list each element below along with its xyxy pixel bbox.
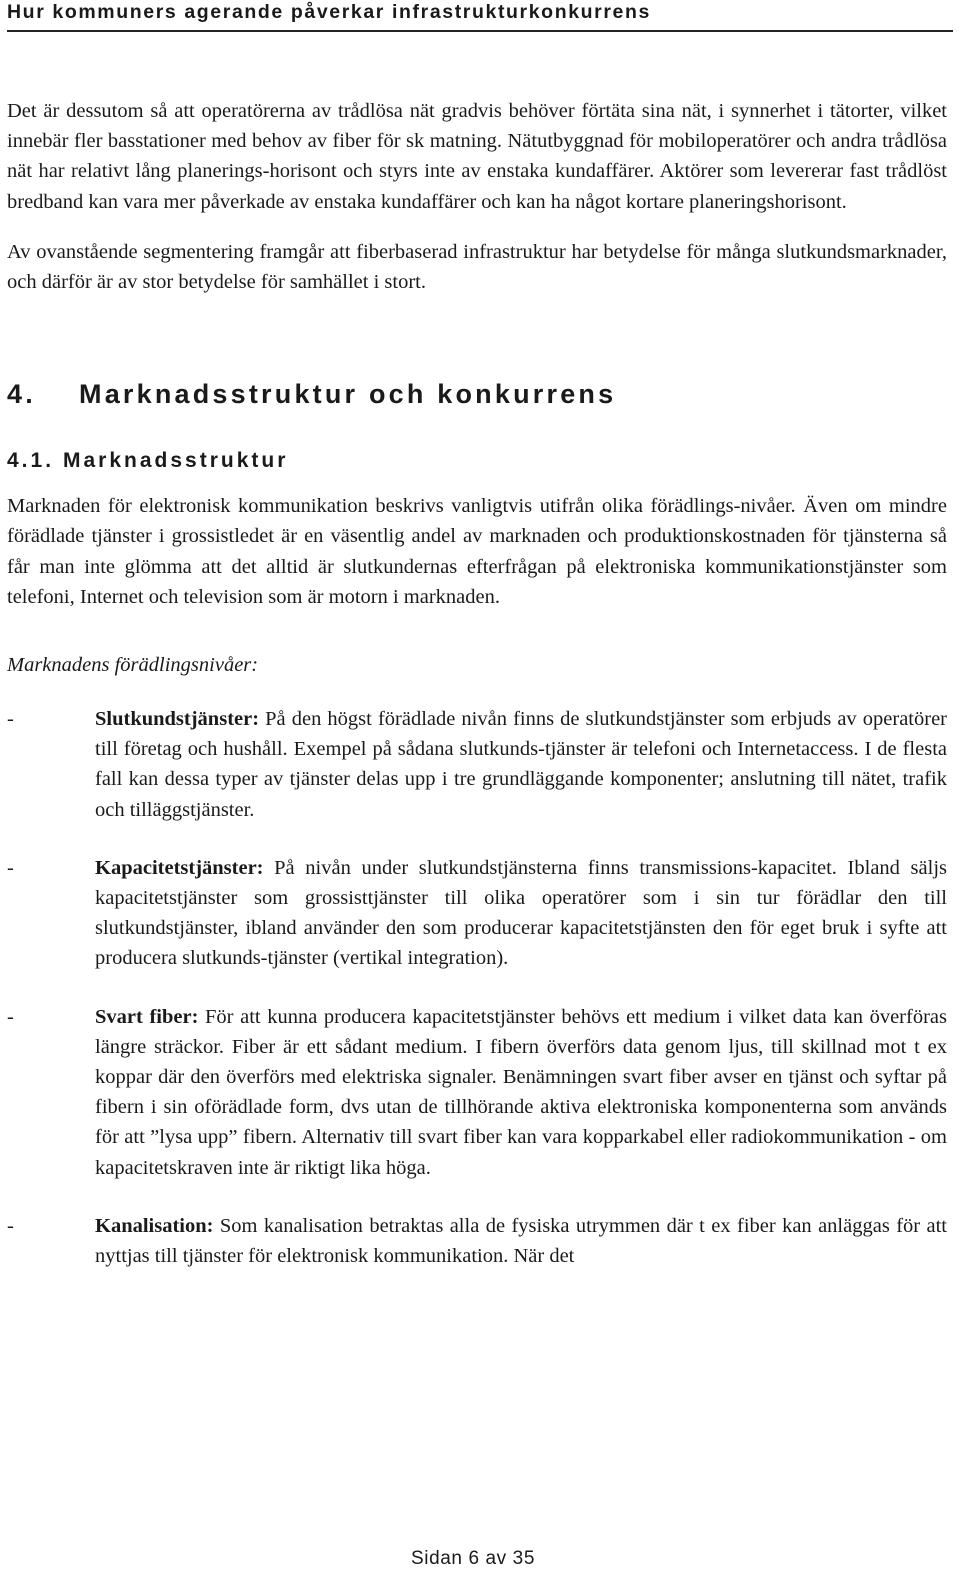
list-dash: - (7, 856, 14, 879)
list-item-term: Slutkundstjänster: (95, 708, 260, 731)
list-item-slutkundstjanster (7, 704, 947, 825)
list-dash: - (7, 1214, 14, 1237)
section-number: 4. (7, 379, 36, 410)
levels-heading: Marknadens förädlingsnivåer: (7, 654, 259, 677)
levels-list (7, 704, 947, 1271)
running-header (7, 0, 953, 32)
page-body (7, 96, 947, 1271)
list-item-term: Kapacitetstjänster: (95, 856, 264, 879)
list-item-kanalisation (7, 1211, 947, 1271)
list-item-kapacitetstjanster (7, 853, 947, 974)
intro-paragraph-2: Av ovanstående segmentering framgår att fiberbaserad infrastruktur har betydelse för många slutkundsmarknader, och därför är av stor betydelse för samhället i stort. (7, 240, 947, 294)
section-title: Marknadsstruktur och konkurrens (79, 379, 617, 410)
section-heading (7, 377, 947, 411)
list-item-term: Kanalisation: (95, 1214, 214, 1237)
subsection-paragraph: Marknaden för elektronisk kommunikation beskrivs vanligtvis utifrån olika förädlings-nivåer. Även om mindre förädlade tjänster i grossistledet är en väsentlig andel av marknaden och produktionskostnaden för tjänsterna så får man inte glömma att det alltid är slutkundernas efterfrågan på elektroniska kommunikationstjänster som telefoni, Internet och television som är motorn i marknaden. (7, 495, 947, 608)
list-item-svart-fiber (7, 1002, 947, 1183)
list-dash: - (7, 708, 14, 731)
page-number: Sidan 6 av 35 (411, 1548, 535, 1569)
subsection-number: 4.1. (7, 449, 55, 473)
document-title: Hur kommuners agerande påverkar infrastrukturkonkurrens (7, 1, 651, 23)
list-item-text: Som kanalisation betraktas alla de fysiska utrymmen där t ex fiber kan anläggas för att nyttjas till tjänster för elektronisk kommunikation. När det (95, 1214, 947, 1268)
list-dash: - (7, 1005, 14, 1028)
list-item-term: Svart fiber: (95, 1005, 199, 1028)
subsection-heading (7, 447, 947, 475)
subsection-title: Marknadsstruktur (63, 449, 289, 473)
list-item-text: På nivån under slutkundstjänsterna finns transmissions-kapacitet. Ibland säljs kapacitetstjänster som grossisttjänster till olika operatörer som i sin tur förädlar den till slutkundstjänster, ibland använder den som producerar kapacitetstjänsten den för eget bruk i syfte att producera slutkunds-tjänster (vertikal integration). (95, 856, 947, 970)
list-item-text: På den högst förädlade nivån finns de slutkundstjänster som erbjuds av operatörer till företag och hushåll. Exempel på sådana slutkunds-tjänster är telefoni och Internetaccess. I de flesta fall kan dessa typer av tjänster delas upp i tre grundläggande komponenter; anslutning till nätet, trafik och tilläggstjänster. (95, 708, 947, 821)
intro-paragraph-1: Det är dessutom så att operatörerna av trådlösa nät gradvis behöver förtäta sina nät, i synnerhet i tätorter, vilket innebär fler basstationer med behov av fiber för sk matning. Nätutbyggnad för mobiloperatörer och andra trådlösa nät har relativt lång planerings-horisont och styrs inte av enstaka kundaffärer. Aktörer som levererar fast trådlöst bredband kan vara mer påverkade av enstaka kundaffärer och kan ha något kortare planeringshorisont. (7, 100, 947, 213)
page-footer (0, 1548, 946, 1570)
list-item-text: För att kunna producera kapacitetstjänster behövs ett medium i vilket data kan överföras längre sträckor. Fiber är ett sådant medium. I fibern överförs data genom ljus, till skillnad mot t ex koppar där den överförs med elektriska signaler. Benämningen svart fiber avser en tjänst och syftar på fibern i sin oförädlade form, dvs utan de tillhörande aktiva elektroniska komponenterna som används för att ”lysa upp” fibern. Alternativ till svart fiber kan vara kopparkabel eller radiokommunikation - om kapacitetskraven inte är riktigt lika höga. (95, 1005, 947, 1179)
